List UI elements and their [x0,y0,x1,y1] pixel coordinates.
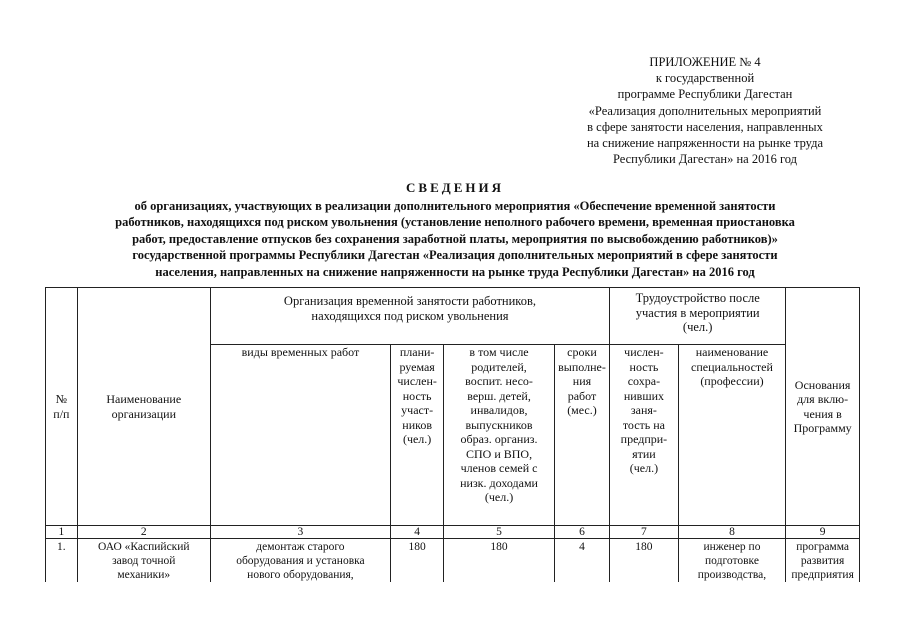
header-terms: сроки выполне- ния работ (мес.) [554,345,609,526]
header-including: в том числе родителей, воспит. несо- верш. детей, инвалидов, выпускников образ. организ. СПО и ВПО, членов семей с низк. доходами (чел.) [444,345,555,526]
column-number: 2 [77,526,210,539]
column-number: 8 [678,526,786,539]
column-number: 4 [391,526,444,539]
appendix-line: в сфере занятости населения, направленных [587,119,823,134]
appendix-line: программе Республики Дагестан [617,87,793,102]
row-including: 180 [444,539,555,583]
column-number: 9 [786,526,860,539]
heading-line: государственной программы Республики Дагестан «Реализация дополнительных мероприятий в сфере занятости [132,248,778,262]
row-work-types: демонтаж старого оборудования и установка нового оборудования, [210,539,390,583]
heading-line: об организациях, участвующих в реализации дополнительного мероприятия «Обеспечение временной занятости [134,198,776,213]
row-retained-count: 180 [610,539,679,583]
header-number: № п/п [46,288,78,526]
row-basis: программа развития предприятия [786,539,860,583]
header-retained-count: числен- ность сохра- нивших заня- тость на предпри- ятии (чел.) [610,345,679,526]
table-row [46,539,860,583]
heading-line: работников, находящихся под риском увольнения (установление неполного рабочего времени, временная приостановка [115,215,795,229]
organizations-table [45,287,860,582]
header-employment-after: Трудоустройство после участия в мероприятии (чел.) [610,288,786,345]
header-row-group [46,288,860,345]
row-number: 1. [46,539,78,583]
column-number: 3 [210,526,390,539]
appendix-block [560,54,850,167]
appendix-line: к государственной [655,71,755,86]
header-organization-name: Наименование организации [77,288,210,526]
column-number: 5 [444,526,555,539]
header-specialty: наименование специальностей (профессии) [678,345,786,526]
row-specialty: инженер по подготовке производства, [678,539,786,583]
header-planned-count: плани- руемая числен- ность участ- ников (чел.) [391,345,444,526]
row-organization-name: ОАО «Каспийский завод точной механики» [77,539,210,583]
header-temporary-employment: Организация временной занятости работников, находящихся под риском увольнения [210,288,609,345]
document-heading [60,180,850,280]
column-number: 6 [554,526,609,539]
column-number: 7 [610,526,679,539]
header-work-types: виды временных работ [210,345,390,526]
row-planned-count: 180 [391,539,444,583]
header-basis: Основания для вклю- чения в Программу [786,288,860,526]
heading-line: работ, предоставление отпусков без сохранения заработной платы, мероприятия по высвобождению работников)» [132,231,778,246]
row-terms: 4 [554,539,609,583]
appendix-line: «Реализация дополнительных мероприятий [588,103,822,118]
appendix-line: Республики Дагестан» на 2016 год [612,152,798,167]
document-title: СВЕДЕНИЯ [406,180,504,195]
appendix-line: на снижение напряженности на рынке труда [586,136,824,151]
appendix-line: ПРИЛОЖЕНИЕ № 4 [649,55,761,69]
column-number-row [46,526,860,539]
column-number: 1 [46,526,78,539]
heading-line: населения, направленных на снижение напряженности на рынке труда Республики Дагестан» на 2016 год [155,264,755,279]
